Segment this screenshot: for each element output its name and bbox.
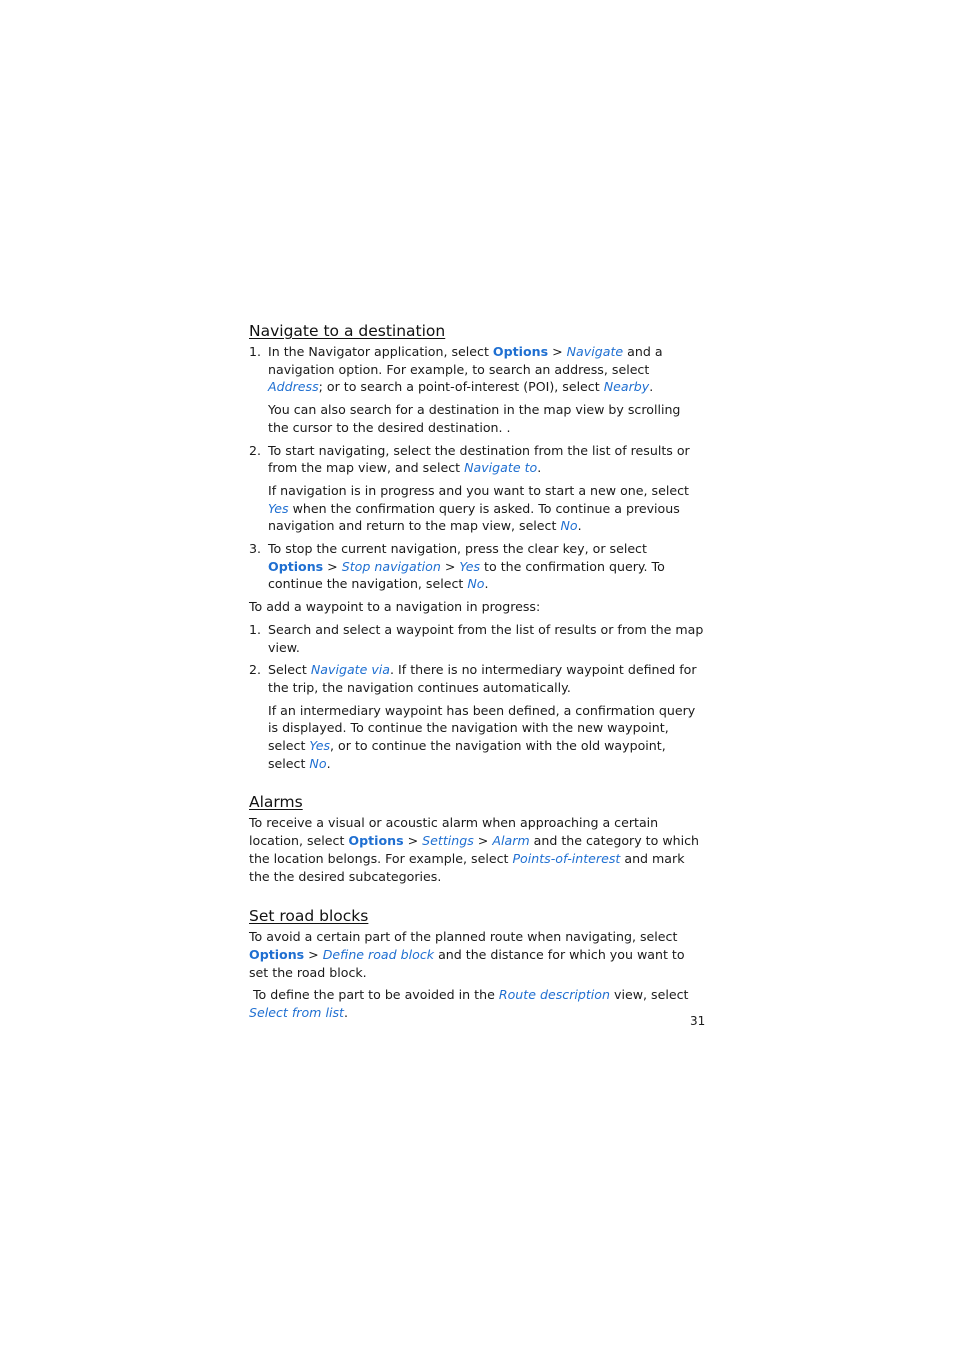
option-yes: Yes — [268, 500, 289, 516]
step-number: 2. — [249, 662, 262, 678]
step-number: 1. — [249, 621, 262, 637]
section-road-blocks — [249, 905, 705, 1022]
section-title-road-blocks: Set road blocks — [249, 907, 369, 926]
list-item — [249, 621, 705, 656]
step-number: 1. — [249, 344, 262, 359]
section-title-navigate: Navigate to a destination — [249, 322, 446, 340]
waypoint-steps — [249, 621, 705, 773]
step-note: You can also search for a destination in the map view by scrolling the cursor to the desired destination. . — [268, 402, 681, 435]
menu-address: Address — [268, 379, 319, 395]
list-item — [249, 661, 705, 772]
section-alarms — [249, 791, 705, 885]
section-navigate — [249, 320, 705, 772]
page-number: 31 — [690, 1014, 706, 1028]
menu-points-of-interest: Points-of-interest — [512, 850, 621, 866]
road-paragraph-2: To define the part to be avoided in the Route description view, select Select from list. — [249, 987, 689, 1021]
menu-options: Options — [268, 558, 324, 574]
option-yes: Yes — [309, 738, 331, 754]
menu-nearby: Nearby — [603, 379, 650, 395]
menu-alarm: Alarm — [492, 833, 530, 849]
step-number: 2. — [249, 442, 262, 458]
list-item — [249, 343, 705, 437]
list-item — [249, 540, 705, 593]
step-note: If an intermediary waypoint has been defined, a confirmation query is displayed. To continue the navigation with the new waypoint, select Yes, or to continue the navigation with the old waypoint, select No. — [268, 702, 696, 771]
menu-options: Options — [492, 344, 549, 359]
menu-navigate: Navigate — [566, 344, 624, 359]
step-note: If navigation is in progress and you want to start a new one, select Yes when the confirmation query is asked. To continue a previous navigation and return to the map view, select No. — [268, 482, 689, 534]
menu-define-road-block: Define road block — [322, 946, 435, 962]
section-title-alarms: Alarms — [249, 793, 303, 812]
waypoint-intro: To add a waypoint to a navigation in progress: — [249, 599, 541, 615]
menu-route-description: Route description — [498, 987, 610, 1003]
step-text: To start navigating, select the destination from the list of results or from the map view, and select Navigate to. — [268, 442, 690, 476]
option-yes: Yes — [459, 558, 481, 574]
menu-settings: Settings — [422, 833, 474, 849]
alarms-paragraph: To receive a visual or acoustic alarm when approaching a certain location, select Options > Settings > Alarm and the category to which the location belongs. For example, select Points-of-interest and mark the the desired subcategories. — [249, 815, 700, 884]
menu-options: Options — [348, 833, 404, 849]
option-no: No — [309, 755, 327, 771]
navigate-steps — [249, 343, 705, 593]
step-text: Select Navigate via. If there is no intermediary waypoint defined for the trip, the navigation continues automatically. — [268, 662, 697, 695]
option-no: No — [467, 576, 485, 592]
step-number: 3. — [249, 541, 262, 557]
list-item — [249, 442, 705, 536]
menu-options: Options — [249, 946, 305, 962]
step-text: Search and select a waypoint from the list of results or from the map view. — [268, 621, 704, 655]
menu-navigate-via: Navigate via — [310, 662, 391, 678]
step-text: In the Navigator application, select Options > Navigate and a navigation option. For example, to search an address, select Address; or to search a point-of-interest (POI), select Nearby. — [268, 344, 663, 395]
menu-stop-navigation: Stop navigation — [341, 558, 441, 574]
menu-select-from-list: Select from list — [249, 1005, 344, 1021]
option-no: No — [560, 518, 578, 534]
menu-navigate-to: Navigate to — [464, 460, 538, 476]
step-text: To stop the current navigation, press the clear key, or select Options > Stop navigation > Yes to the confirmation query. To continue the navigation, select No. — [268, 541, 665, 592]
manual-page-content — [249, 318, 705, 1022]
road-paragraph-1: To avoid a certain part of the planned route when navigating, select Options > Define road block and the distance for which you want to set the road block. — [249, 929, 685, 980]
